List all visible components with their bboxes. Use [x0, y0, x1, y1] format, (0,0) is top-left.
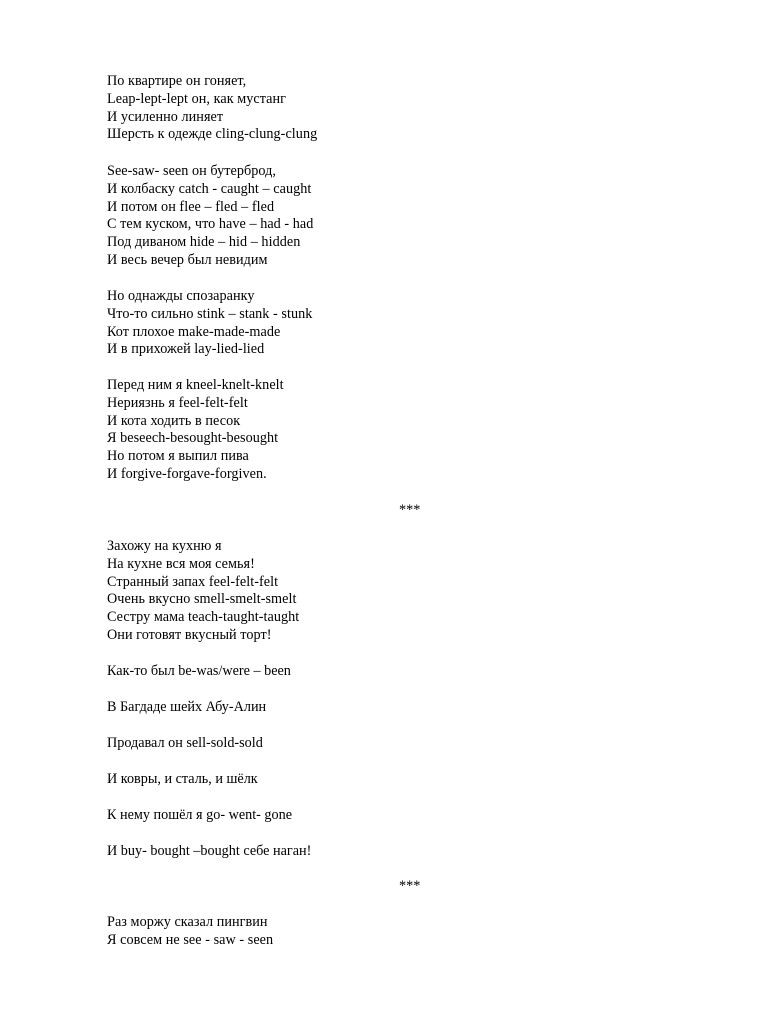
- poem-line: И потом он flee – fled – fled: [107, 198, 275, 215]
- poem-line: See-saw- seen он бутерброд,: [107, 163, 277, 179]
- poem-line: Шерсть к одежде cling-clung-clung: [107, 126, 318, 143]
- poem-line: На кухне вся моя семья!: [107, 555, 255, 572]
- poem-line: Раз моржу сказал пингвин: [107, 914, 268, 930]
- poem-line: Странный запах feel-felt-felt: [107, 573, 279, 590]
- stanza-3: [107, 288, 667, 359]
- poem-line: Сестру мама teach-taught-taught: [107, 609, 300, 626]
- poem-line: Я beseech-besought-besought: [107, 430, 279, 447]
- poem-line: И усиленно линяет: [107, 108, 224, 125]
- poem-line: Очень вкусно smell-smelt-smelt: [107, 591, 297, 608]
- poem-line: Продавал он sell-sold-sold: [107, 735, 263, 751]
- poem-line: Что-то сильно stink – stank - stunk: [107, 305, 313, 322]
- poem-line: К нему пошёл я go- went- gone: [107, 807, 293, 823]
- poem-line: Они готовят вкусный торт!: [107, 626, 272, 643]
- poem-line: И колбаску catch - caught – caught: [107, 180, 312, 197]
- poem-line: Как-то был be-was/were – been: [107, 663, 291, 679]
- poem-line: Leap-lept-lept он, как мустанг: [107, 90, 287, 107]
- poem-line: Нериязнь я feel-felt-felt: [107, 394, 248, 411]
- poem-line: Под диваном hide – hid – hidden: [107, 234, 301, 251]
- poem-line: Перед ним я kneel-knelt-knelt: [107, 377, 284, 393]
- stanza-2: [107, 163, 667, 270]
- poem-line: В Багдаде шейх Абу-Алин: [107, 699, 267, 715]
- poem-line: И buy- bought –bought себе наган!: [107, 843, 312, 859]
- section-separator: ***: [399, 502, 421, 518]
- poem-line: И forgive-forgave-forgiven.: [107, 465, 267, 482]
- poem-line: Кот плохое make-made-made: [107, 323, 281, 340]
- stanza-5: [107, 538, 667, 645]
- stanza-1: [107, 73, 667, 144]
- poem-line: И кота ходить в песок: [107, 412, 241, 429]
- poem-line: И весь вечер был невидим: [107, 251, 268, 268]
- poem-line: Захожу на кухню я: [107, 538, 222, 554]
- poem-line: С тем куском, что have – had - had: [107, 216, 314, 233]
- poem-line: Я совсем не see - saw - seen: [107, 931, 274, 948]
- poem-line: Но потом я выпил пива: [107, 448, 249, 465]
- poem-line: Но однажды спозаранку: [107, 288, 255, 304]
- stanza-4: [107, 377, 667, 484]
- stanza-6: [107, 914, 667, 950]
- section-separator: ***: [399, 878, 421, 894]
- poem-line: И в прихожей lay-lied-lied: [107, 341, 265, 358]
- poem-line: И ковры, и сталь, и шёлк: [107, 771, 258, 787]
- poem-line: По квартире он гоняет,: [107, 73, 247, 89]
